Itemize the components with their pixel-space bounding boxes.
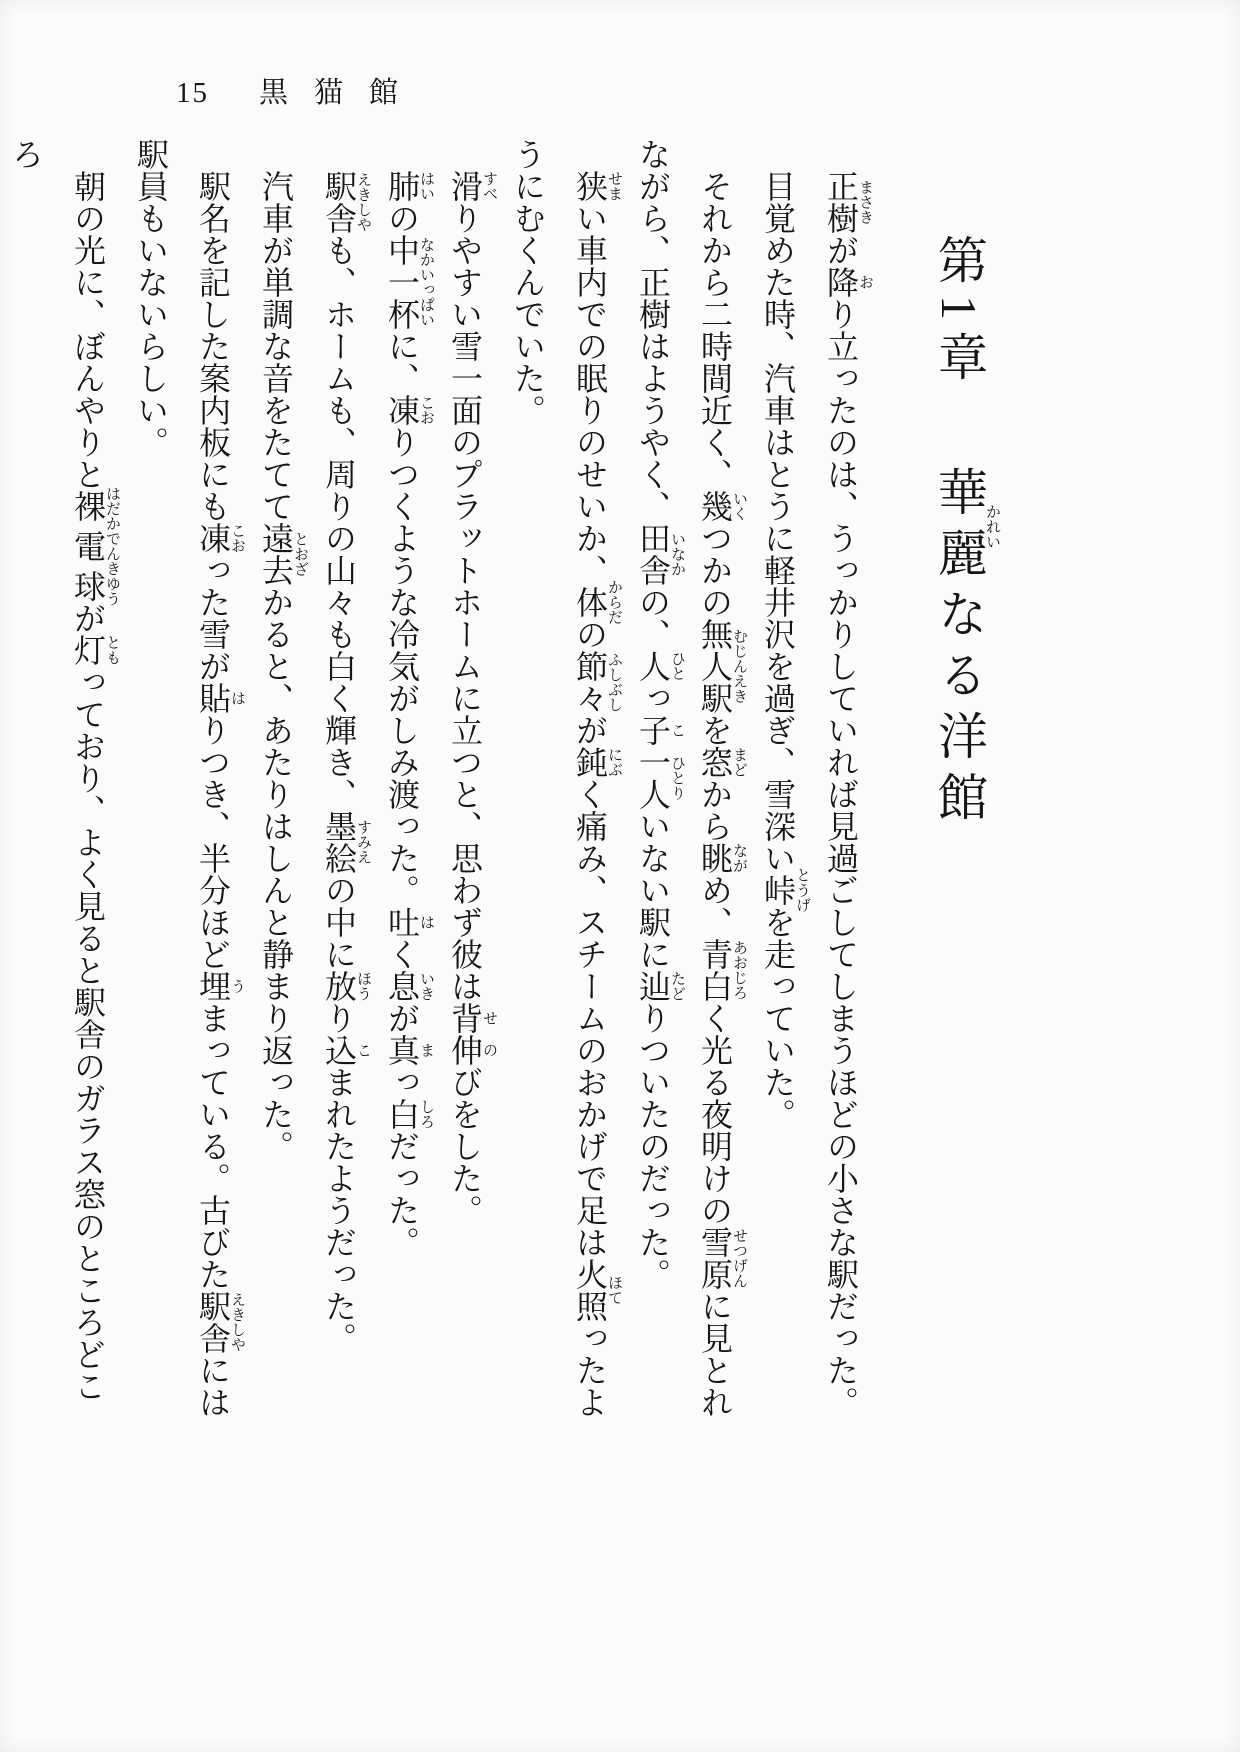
ruby-annotated-word: 辿たど <box>635 970 685 1002</box>
ruby-annotated-word: 凍こお <box>384 394 434 426</box>
ruby-annotated-word: 雪原せつげん <box>697 1226 747 1290</box>
ruby-annotated-word: 墨絵すみえ <box>321 810 371 874</box>
ruby-annotated-word: 凍こお <box>195 522 245 554</box>
ruby-annotated-word: 滑すべ <box>447 170 497 202</box>
ruby-annotated-word: 遠去とおざ <box>258 522 308 586</box>
ruby-annotated-word: 息いき <box>384 970 434 1002</box>
running-title: 黒猫館 <box>259 77 425 109</box>
ruby-annotated-word: 放ほう <box>321 970 371 1002</box>
ruby-annotated-word: 駅舎えきしや <box>195 1290 245 1354</box>
page-body-paragraphs <box>0 138 873 1428</box>
ruby-annotated-word: 貼は <box>195 682 245 714</box>
ruby-annotated-word: 子こ <box>635 714 685 746</box>
chapter-number: 第1章 <box>931 234 987 392</box>
chapter-heading <box>927 234 1000 1428</box>
ruby-annotated-word: 正樹まさき <box>823 170 873 234</box>
ruby-annotated-word: 込こ <box>321 1034 371 1066</box>
ruby-annotated-word: 白しろ <box>384 1098 434 1130</box>
paragraph: 駅名を記した案内板にも凍こおった雪が貼はりつき、半分ほど埋うまっている。古びた駅舎えきしやには駅員もいないらしい。 <box>133 138 245 1418</box>
ruby-annotated-word: 狭せま <box>572 170 622 202</box>
running-head <box>176 78 424 110</box>
paragraph: 目覚めた時、汽車はとうに軽井沢を過ぎ、雪深い峠とうげを走っていた。 <box>760 170 810 1130</box>
ruby-annotated-word: 無人駅むじんえき <box>697 618 747 714</box>
ruby-annotated-word: 一人ひとり <box>635 746 685 810</box>
ruby-annotated-word: 駅舎えきしや <box>321 170 371 234</box>
ruby-annotated-word: 幾いく <box>697 490 747 522</box>
paragraph: 滑すべりやすい雪一面のプラットホームに立つと、思わず彼は背せ伸のびをした。 <box>447 170 497 1226</box>
ruby-annotated-word: 人ひと <box>635 650 685 682</box>
paragraph: 駅舎えきしやも、ホームも、周りの山々も白く輝き、墨絵すみえの中に放ほうり込こまれたようだった。 <box>321 170 371 1354</box>
chapter-title: 華麗かれいなる洋館 <box>931 465 1000 832</box>
ruby-annotated-word: 伸の <box>447 1034 497 1066</box>
ruby-annotated-word: 体からだ <box>572 579 622 625</box>
paragraph: 汽車が単調な音をたてて遠去とおざかると、あたりはしんと静まり返った。 <box>258 170 308 1162</box>
ruby-annotated-word: 肺はい <box>384 170 434 202</box>
ruby-annotated-word: 埋う <box>195 970 245 1002</box>
ruby-annotated-word: 裸電球はだかでんきゆう <box>70 486 120 606</box>
page-body <box>0 138 1052 1428</box>
ruby-annotated-word: 中一杯なかいっぱい <box>384 234 434 330</box>
ruby-annotated-word: 窓まど <box>697 746 747 778</box>
paragraph: 狭せまい車内での眠りのせいか、体からだの節々ふしぶしが鈍にぶく痛み、スチームのおかげで足は火照ほてったようにむくんでいた。 <box>510 138 622 1418</box>
ruby-annotated-word: 降お <box>823 266 873 298</box>
ruby-annotated-word: 背せ <box>447 1002 497 1034</box>
ruby-annotated-word: 鈍にぶ <box>572 746 622 778</box>
paragraph: 肺はいの中一杯なかいっぱいに、凍こおりつくような冷気がしみ渡った。吐はく息いきが真まっ白しろだった。 <box>384 170 434 1258</box>
ruby-annotated-word: 吐は <box>384 906 434 938</box>
ruby-annotated-word: 真ま <box>384 1034 434 1066</box>
paragraph: 正樹まさきが降おり立ったのは、うっかりしていれば見過ごしてしまうほどの小さな駅だった。 <box>823 170 873 1418</box>
page-number: 15 <box>176 77 209 109</box>
ruby-annotated-word: 節々ふしぶし <box>572 650 622 714</box>
paragraph: 朝の光に、ぼんやりと裸電球はだかでんきゆうが灯ともっており、よく見ると駅舎のガラス窓のところどころ <box>8 138 120 1402</box>
ruby-annotated-word: 眺なが <box>697 842 747 874</box>
paragraph: それから二時間近く、幾いくつかの無人駅むじんえきを窓まどから眺ながめ、青白あおじろく光る夜明けの雪原せつげんに見とれながら、正樹はようやく、田舎いなかの、人ひとっ子こ一人ひとりいない駅に辿たどりついたのだった。 <box>635 138 747 1418</box>
ruby-annotated-word: 峠とうげ <box>760 867 810 913</box>
ruby-annotated-word: 灯とも <box>70 634 120 666</box>
ruby-annotated-word: 田舎いなか <box>635 522 685 586</box>
ruby-annotated-word: 華麗かれい <box>931 465 1000 588</box>
ruby-annotated-word: 青白あおじろ <box>697 938 747 1002</box>
ruby-annotated-word: 火照ほて <box>572 1258 622 1322</box>
